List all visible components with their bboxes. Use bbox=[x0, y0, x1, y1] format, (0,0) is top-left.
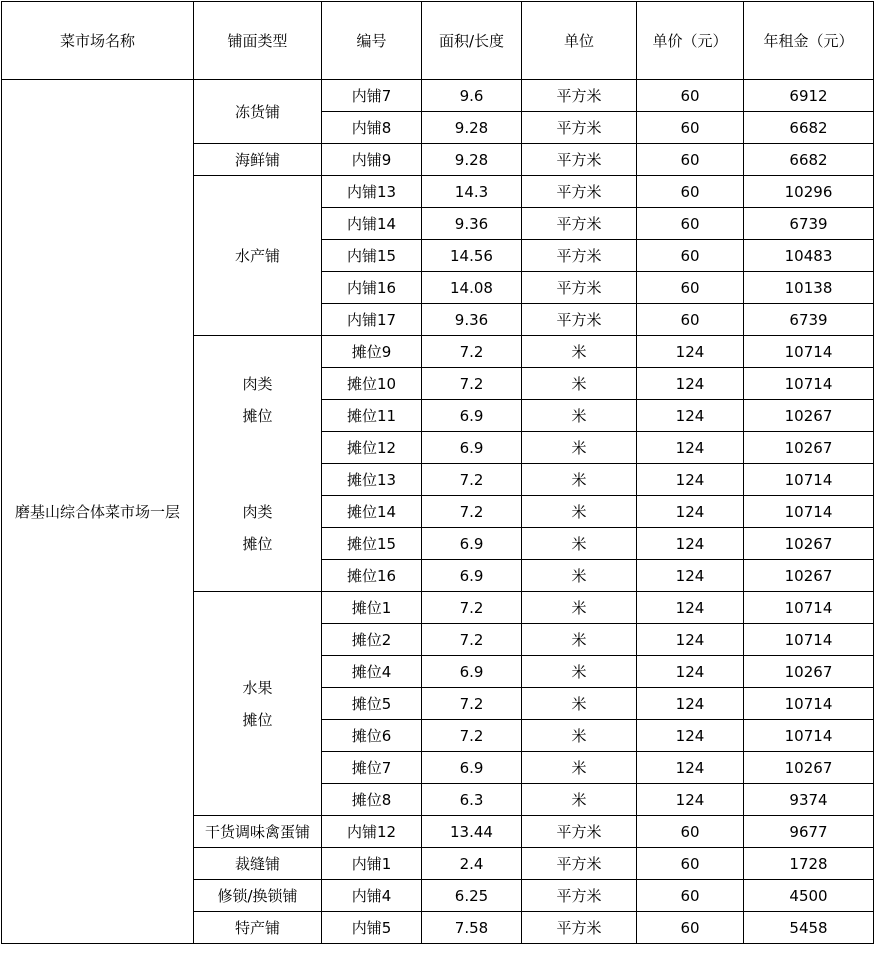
cell-unit: 米 bbox=[522, 496, 637, 528]
cell-price: 124 bbox=[637, 368, 744, 400]
cell-id: 内铺8 bbox=[322, 112, 422, 144]
shop-type-locksmith: 修锁/换锁铺 bbox=[194, 880, 322, 912]
shop-type-seafood: 海鲜铺 bbox=[194, 144, 322, 176]
cell-unit: 平方米 bbox=[522, 848, 637, 880]
cell-price: 60 bbox=[637, 208, 744, 240]
cell-id: 摊位14 bbox=[322, 496, 422, 528]
cell-unit: 米 bbox=[522, 720, 637, 752]
cell-unit: 平方米 bbox=[522, 912, 637, 944]
cell-size: 7.2 bbox=[422, 592, 522, 624]
shop-type-meat-line4: 摊位 bbox=[242, 534, 273, 553]
cell-unit: 米 bbox=[522, 400, 637, 432]
cell-rent: 6912 bbox=[744, 80, 874, 112]
cell-id: 内铺12 bbox=[322, 816, 422, 848]
shop-type-fruit-line2: 摊位 bbox=[242, 710, 273, 729]
header-market-name: 菜市场名称 bbox=[2, 2, 194, 80]
header-price: 单价（元） bbox=[637, 2, 744, 80]
cell-size: 7.2 bbox=[422, 688, 522, 720]
cell-rent: 10714 bbox=[744, 336, 874, 368]
cell-price: 124 bbox=[637, 432, 744, 464]
cell-id: 摊位10 bbox=[322, 368, 422, 400]
cell-price: 60 bbox=[637, 144, 744, 176]
cell-size: 14.3 bbox=[422, 176, 522, 208]
cell-rent: 10714 bbox=[744, 368, 874, 400]
cell-size: 9.28 bbox=[422, 112, 522, 144]
cell-price: 124 bbox=[637, 336, 744, 368]
cell-size: 9.36 bbox=[422, 304, 522, 336]
cell-unit: 米 bbox=[522, 336, 637, 368]
cell-size: 6.3 bbox=[422, 784, 522, 816]
cell-rent: 9677 bbox=[744, 816, 874, 848]
cell-size: 7.2 bbox=[422, 368, 522, 400]
cell-unit: 米 bbox=[522, 560, 637, 592]
cell-size: 6.25 bbox=[422, 880, 522, 912]
cell-id: 摊位13 bbox=[322, 464, 422, 496]
cell-price: 60 bbox=[637, 912, 744, 944]
cell-id: 摊位16 bbox=[322, 560, 422, 592]
cell-unit: 平方米 bbox=[522, 144, 637, 176]
cell-unit: 平方米 bbox=[522, 112, 637, 144]
cell-unit: 米 bbox=[522, 528, 637, 560]
cell-size: 7.2 bbox=[422, 720, 522, 752]
cell-price: 124 bbox=[637, 528, 744, 560]
cell-id: 摊位5 bbox=[322, 688, 422, 720]
cell-price: 124 bbox=[637, 720, 744, 752]
cell-size: 9.36 bbox=[422, 208, 522, 240]
cell-price: 60 bbox=[637, 880, 744, 912]
cell-price: 124 bbox=[637, 592, 744, 624]
cell-size: 9.6 bbox=[422, 80, 522, 112]
header-shop-type: 铺面类型 bbox=[194, 2, 322, 80]
cell-price: 124 bbox=[637, 784, 744, 816]
cell-price: 60 bbox=[637, 304, 744, 336]
shop-type-fruit bbox=[194, 592, 322, 816]
cell-unit: 米 bbox=[522, 464, 637, 496]
cell-rent: 5458 bbox=[744, 912, 874, 944]
cell-price: 124 bbox=[637, 560, 744, 592]
cell-id: 摊位9 bbox=[322, 336, 422, 368]
cell-id: 摊位6 bbox=[322, 720, 422, 752]
cell-unit: 米 bbox=[522, 592, 637, 624]
cell-size: 6.9 bbox=[422, 656, 522, 688]
cell-size: 13.44 bbox=[422, 816, 522, 848]
cell-size: 7.2 bbox=[422, 464, 522, 496]
cell-unit: 平方米 bbox=[522, 176, 637, 208]
shop-type-meat bbox=[194, 336, 322, 592]
header-row bbox=[2, 2, 874, 80]
cell-id: 摊位11 bbox=[322, 400, 422, 432]
cell-unit: 米 bbox=[522, 432, 637, 464]
cell-rent: 10714 bbox=[744, 688, 874, 720]
cell-unit: 米 bbox=[522, 752, 637, 784]
cell-id: 内铺1 bbox=[322, 848, 422, 880]
cell-unit: 平方米 bbox=[522, 208, 637, 240]
cell-unit: 平方米 bbox=[522, 80, 637, 112]
cell-price: 60 bbox=[637, 80, 744, 112]
cell-id: 内铺17 bbox=[322, 304, 422, 336]
cell-rent: 10267 bbox=[744, 656, 874, 688]
cell-price: 124 bbox=[637, 464, 744, 496]
cell-id: 摊位4 bbox=[322, 656, 422, 688]
cell-price: 124 bbox=[637, 688, 744, 720]
cell-rent: 10714 bbox=[744, 464, 874, 496]
cell-id: 内铺4 bbox=[322, 880, 422, 912]
shop-type-frozen: 冻货铺 bbox=[194, 80, 322, 144]
cell-id: 内铺16 bbox=[322, 272, 422, 304]
cell-size: 6.9 bbox=[422, 560, 522, 592]
shop-type-dry-goods: 干货调味禽蛋铺 bbox=[194, 816, 322, 848]
cell-unit: 平方米 bbox=[522, 272, 637, 304]
cell-rent: 6739 bbox=[744, 208, 874, 240]
cell-rent: 10714 bbox=[744, 624, 874, 656]
cell-rent: 10714 bbox=[744, 592, 874, 624]
shop-type-tailor: 裁缝铺 bbox=[194, 848, 322, 880]
cell-id: 内铺9 bbox=[322, 144, 422, 176]
cell-price: 124 bbox=[637, 624, 744, 656]
cell-id: 摊位12 bbox=[322, 432, 422, 464]
cell-id: 内铺7 bbox=[322, 80, 422, 112]
cell-unit: 米 bbox=[522, 656, 637, 688]
cell-price: 124 bbox=[637, 656, 744, 688]
cell-size: 6.9 bbox=[422, 400, 522, 432]
cell-size: 7.58 bbox=[422, 912, 522, 944]
shop-type-aquatic: 水产铺 bbox=[194, 176, 322, 336]
cell-rent: 10267 bbox=[744, 752, 874, 784]
cell-price: 60 bbox=[637, 816, 744, 848]
shop-type-meat-line1: 肉类 bbox=[242, 374, 273, 393]
header-rent: 年租金（元） bbox=[744, 2, 874, 80]
cell-unit: 平方米 bbox=[522, 880, 637, 912]
cell-unit: 平方米 bbox=[522, 816, 637, 848]
shop-type-specialty: 特产铺 bbox=[194, 912, 322, 944]
cell-rent: 6682 bbox=[744, 144, 874, 176]
cell-size: 9.28 bbox=[422, 144, 522, 176]
cell-id: 摊位2 bbox=[322, 624, 422, 656]
cell-price: 60 bbox=[637, 240, 744, 272]
cell-size: 2.4 bbox=[422, 848, 522, 880]
cell-id: 摊位1 bbox=[322, 592, 422, 624]
rent-table bbox=[1, 1, 874, 944]
cell-price: 124 bbox=[637, 752, 744, 784]
cell-size: 6.9 bbox=[422, 752, 522, 784]
market-name-cell: 磨基山综合体菜市场一层 bbox=[2, 80, 194, 944]
cell-rent: 10483 bbox=[744, 240, 874, 272]
cell-rent: 10267 bbox=[744, 560, 874, 592]
cell-size: 6.9 bbox=[422, 432, 522, 464]
cell-id: 摊位8 bbox=[322, 784, 422, 816]
shop-type-meat-line2: 摊位 bbox=[242, 406, 273, 425]
cell-size: 7.2 bbox=[422, 624, 522, 656]
cell-price: 60 bbox=[637, 272, 744, 304]
cell-rent: 10714 bbox=[744, 720, 874, 752]
cell-id: 摊位15 bbox=[322, 528, 422, 560]
cell-price: 60 bbox=[637, 112, 744, 144]
cell-price: 60 bbox=[637, 176, 744, 208]
cell-unit: 平方米 bbox=[522, 240, 637, 272]
cell-rent: 9374 bbox=[744, 784, 874, 816]
cell-unit: 米 bbox=[522, 368, 637, 400]
cell-unit: 米 bbox=[522, 784, 637, 816]
cell-rent: 10714 bbox=[744, 496, 874, 528]
cell-rent: 6739 bbox=[744, 304, 874, 336]
cell-price: 124 bbox=[637, 496, 744, 528]
cell-rent: 10296 bbox=[744, 176, 874, 208]
cell-id: 内铺14 bbox=[322, 208, 422, 240]
cell-rent: 10267 bbox=[744, 400, 874, 432]
cell-id: 内铺13 bbox=[322, 176, 422, 208]
cell-rent: 4500 bbox=[744, 880, 874, 912]
cell-price: 124 bbox=[637, 400, 744, 432]
cell-price: 60 bbox=[637, 848, 744, 880]
cell-rent: 1728 bbox=[744, 848, 874, 880]
cell-rent: 10138 bbox=[744, 272, 874, 304]
cell-size: 14.56 bbox=[422, 240, 522, 272]
cell-size: 7.2 bbox=[422, 336, 522, 368]
cell-unit: 平方米 bbox=[522, 304, 637, 336]
cell-size: 14.08 bbox=[422, 272, 522, 304]
cell-size: 7.2 bbox=[422, 496, 522, 528]
header-size: 面积/长度 bbox=[422, 2, 522, 80]
cell-unit: 米 bbox=[522, 624, 637, 656]
shop-type-fruit-line1: 水果 bbox=[242, 678, 273, 697]
cell-size: 6.9 bbox=[422, 528, 522, 560]
cell-rent: 6682 bbox=[744, 112, 874, 144]
cell-unit: 米 bbox=[522, 688, 637, 720]
cell-id: 摊位7 bbox=[322, 752, 422, 784]
shop-type-meat-line3: 肉类 bbox=[242, 502, 273, 521]
cell-rent: 10267 bbox=[744, 432, 874, 464]
header-id: 编号 bbox=[322, 2, 422, 80]
cell-id: 内铺15 bbox=[322, 240, 422, 272]
cell-id: 内铺5 bbox=[322, 912, 422, 944]
cell-rent: 10267 bbox=[744, 528, 874, 560]
table-row bbox=[2, 80, 874, 112]
header-unit: 单位 bbox=[522, 2, 637, 80]
